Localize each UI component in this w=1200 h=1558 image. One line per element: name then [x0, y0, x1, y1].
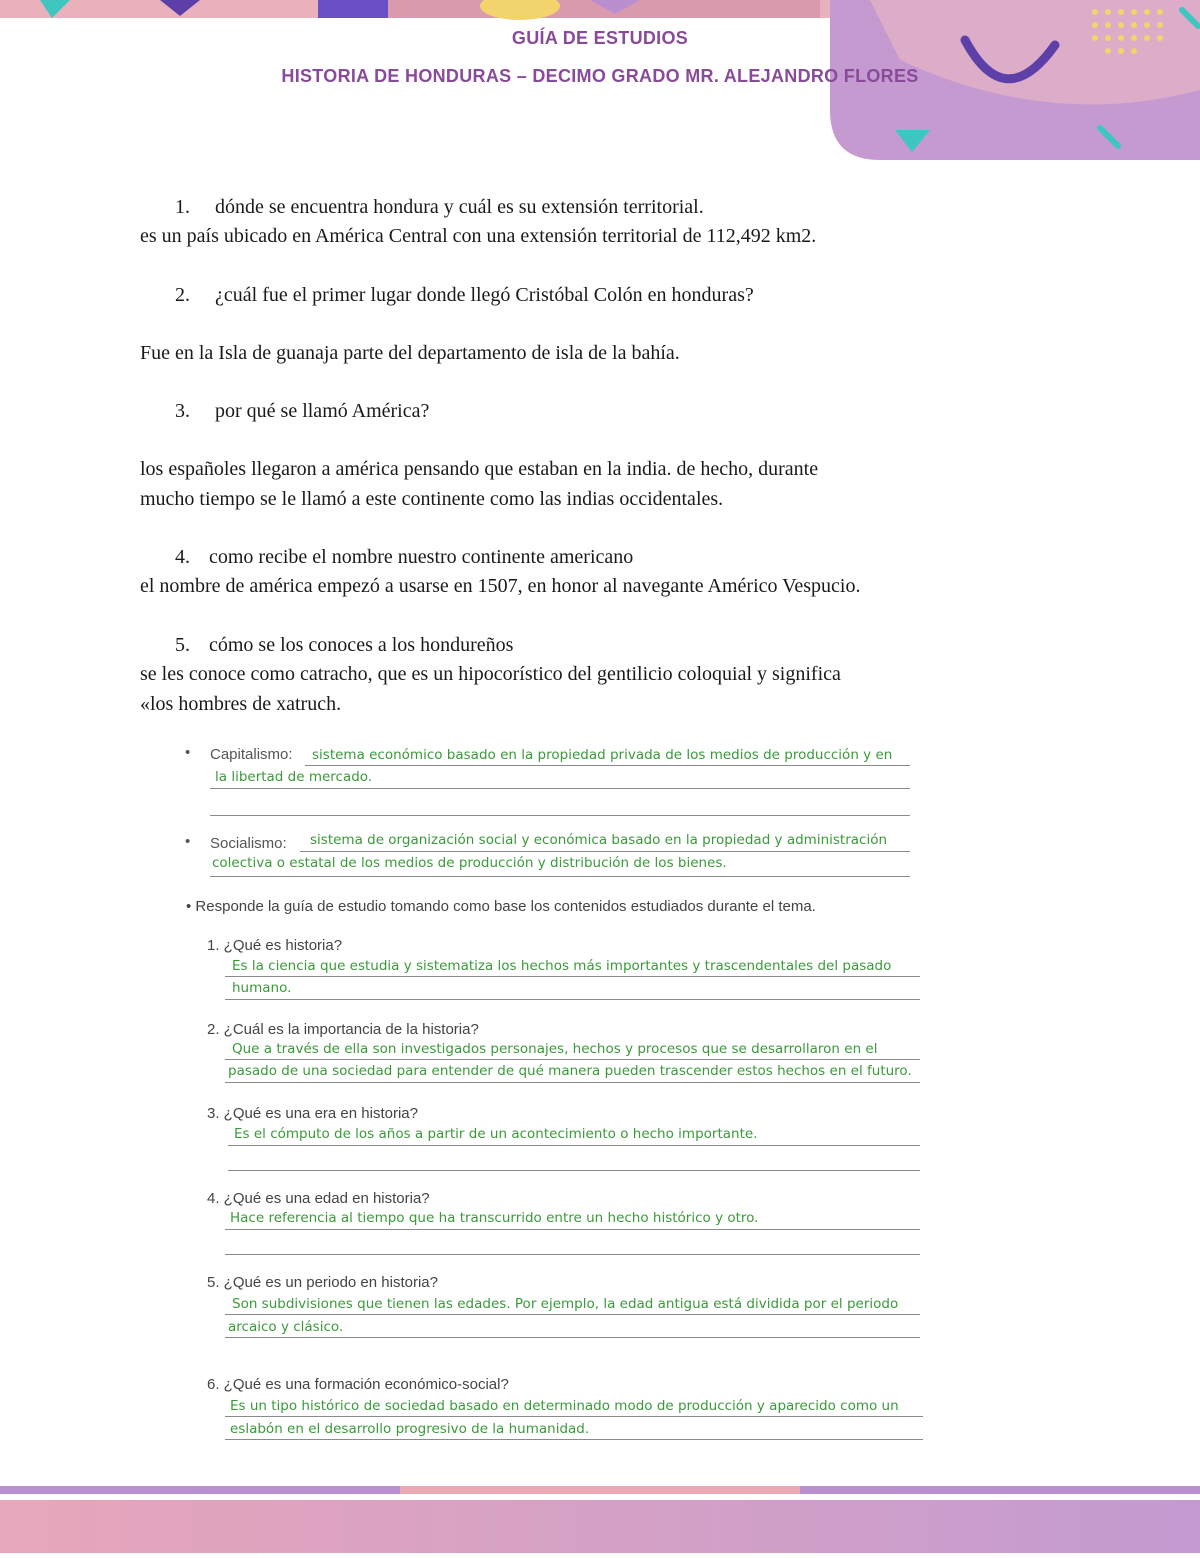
answer-rule	[300, 851, 910, 852]
answer-rule	[225, 1082, 920, 1083]
footer-pattern	[0, 1486, 1200, 1553]
answer-1-line-1: es un país ubicado en América Central con una extensión territorial de 112,492 km2.	[140, 225, 817, 247]
question-1	[175, 192, 704, 222]
guide-answer-2-line-1: Que a través de ella son investigados personajes, hechos y procesos que se desarrollaron en el	[232, 1041, 878, 1057]
question-3	[175, 396, 429, 426]
question-text: dónde se encuentra hondura y cuál es su extensión territorial.	[215, 196, 704, 218]
guide-question-4: 4. ¿Qué es una edad en historia?	[207, 1190, 430, 1207]
answer-rule	[225, 1059, 920, 1060]
guide-answer-6-line-2: eslabón en el desarrollo progresivo de la humanidad.	[230, 1421, 590, 1437]
question-number: 2.	[175, 284, 190, 306]
question-number: 3.	[175, 400, 190, 422]
answer-rule	[210, 815, 910, 816]
bullet-icon: •	[185, 833, 191, 850]
guide-answer-1-line-1: Es la ciencia que estudia y sistematiza los hechos más importantes y trascendentales del pasado	[232, 958, 892, 974]
question-2	[175, 280, 754, 310]
bullet-icon: •	[185, 744, 191, 761]
guide-answer-6-line-1: Es un tipo histórico de sociedad basado en determinado modo de producción y aparecido como un	[230, 1398, 899, 1414]
answer-rule	[225, 1229, 920, 1230]
question-text: ¿cuál fue el primer lugar donde llegó Cristóbal Colón en honduras?	[215, 284, 754, 306]
answer-rule	[228, 1170, 920, 1171]
footer-decoration	[0, 1486, 1200, 1553]
guide-answer-5-line-2: arcaico y clásico.	[228, 1319, 344, 1335]
guide-answer-3-line-1: Es el cómputo de los años a partir de un acontecimiento o hecho importante.	[234, 1126, 758, 1142]
answer-rule	[225, 1416, 923, 1417]
answer-rule	[225, 999, 920, 1000]
answer-3-line-2: mucho tiempo se le llamó a este continente como las indias occidentales.	[140, 488, 724, 510]
guide-intro-text: Responde la guía de estudio tomando como base los contenidos estudiados durante el tema.	[195, 898, 816, 915]
answer-rule	[228, 1145, 920, 1146]
guide-answer-4-line-1: Hace referencia al tiempo que ha transcurrido entre un hecho histórico y otro.	[230, 1210, 759, 1226]
answer-5-line-2: «los hombres de xatruch.	[140, 693, 342, 715]
guide-answer-5-line-1: Son subdivisiones que tienen las edades. Por ejemplo, la edad antigua está dividida por el periodo	[232, 1296, 899, 1312]
definition-label-socialismo: Socialismo:	[210, 835, 287, 852]
answer-rule	[210, 876, 910, 877]
guide-intro: • Responde la guía de estudio tomando como base los contenidos estudiados durante el tema.	[186, 898, 816, 915]
guide-answer-1-line-2: humano.	[232, 980, 292, 996]
answer-rule	[305, 765, 910, 766]
definition-label-capitalismo: Capitalismo:	[210, 746, 293, 763]
guide-question-2: 2. ¿Cuál es la importancia de la historia?	[207, 1021, 479, 1038]
question-number: 5.	[175, 634, 190, 656]
answer-rule	[225, 1439, 923, 1440]
definition-socialismo-line-2: colectiva o estatal de los medios de producción y distribución de los bienes.	[212, 855, 727, 871]
guide-answer-2-line-2: pasado de una sociedad para entender de qué manera pueden trascender estos hechos en el futuro.	[228, 1063, 912, 1079]
answer-rule	[225, 1254, 920, 1255]
question-text: como recibe el nombre nuestro continente americano	[209, 546, 634, 568]
answer-2-line-1: Fue en la Isla de guanaja parte del departamento de isla de la bahía.	[140, 342, 680, 364]
document-subtitle: HISTORIA DE HONDURAS – DECIMO GRADO MR. ALEJANDRO FLORES	[281, 66, 919, 86]
answer-rule	[225, 976, 920, 977]
guide-question-5: 5. ¿Qué es un periodo en historia?	[207, 1274, 438, 1291]
question-number: 4.	[175, 546, 190, 568]
definition-capitalismo-line-2: la libertad de mercado.	[215, 769, 373, 785]
question-number: 1.	[175, 196, 190, 218]
guide-question-1: 1. ¿Qué es historia?	[207, 937, 343, 954]
definition-capitalismo-line-1: sistema económico basado en la propiedad privada de los medios de producción y en	[312, 747, 893, 763]
guide-question-3: 3. ¿Qué es una era en historia?	[207, 1105, 418, 1122]
question-4	[175, 542, 633, 572]
answer-3-line-1: los españoles llegaron a américa pensando que estaban en la india. de hecho, durante	[140, 458, 819, 480]
definition-socialismo-line-1: sistema de organización social y económica basado en la propiedad y administración	[310, 832, 888, 848]
answer-rule	[225, 1337, 920, 1338]
guide-question-6: 6. ¿Qué es una formación económico-social?	[207, 1376, 509, 1393]
question-5	[175, 630, 513, 660]
question-text: cómo se los conoces a los hondureños	[209, 634, 514, 656]
answer-5-line-1: se les conoce como catracho, que es un hipocorístico del gentilicio coloquial y significa	[140, 663, 841, 685]
answer-rule	[225, 1314, 920, 1315]
document-title: GUÍA DE ESTUDIOS	[511, 28, 689, 48]
question-text: por qué se llamó América?	[215, 400, 430, 422]
answer-4-line-1: el nombre de américa empezó a usarse en 1507, en honor al navegante Américo Vespucio.	[140, 575, 861, 597]
answer-rule	[210, 788, 910, 789]
